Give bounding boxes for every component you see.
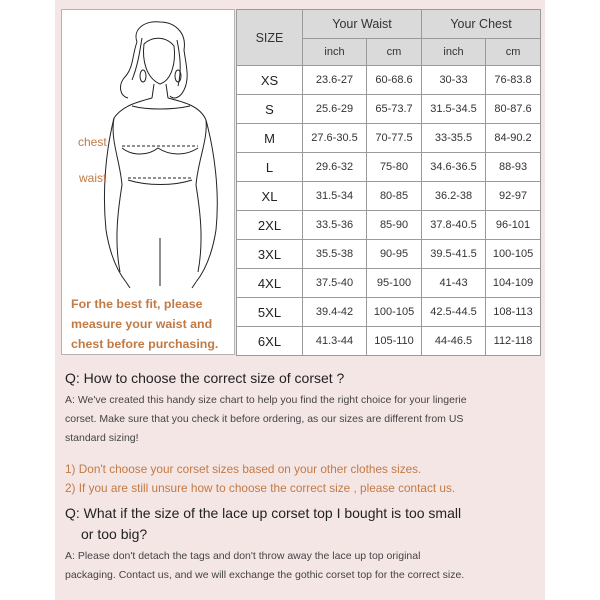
measurement-cell: 41.3-44: [303, 327, 367, 356]
question-line: or too big?: [81, 526, 148, 542]
measurement-cell: 37.8-40.5: [422, 211, 486, 240]
measurement-note: [71, 294, 236, 354]
unit-header: cm: [367, 39, 422, 66]
measurement-cell: 36.2-38: [422, 182, 486, 211]
waist-label: waist: [79, 171, 107, 185]
measurement-cell: 90-95: [367, 240, 422, 269]
answer-line: standard sizing!: [65, 432, 139, 444]
measurement-cell: 85-90: [367, 211, 422, 240]
tip-line: 1) Don't choose your corset sizes based on your other clothes sizes.: [65, 462, 422, 476]
chest-group-header: Your Chest: [422, 10, 541, 39]
measurement-cell: 84-90.2: [486, 124, 541, 153]
measurement-cell: 95-100: [367, 269, 422, 298]
measurement-cell: 92-97: [486, 182, 541, 211]
question-line: Q: What if the size of the lace up corset top I bought is too small: [65, 505, 462, 521]
size-cell: L: [237, 153, 303, 182]
measurement-cell: 76-83.8: [486, 66, 541, 95]
measurement-cell: 104-109: [486, 269, 541, 298]
size-table-body: [237, 66, 541, 356]
size-cell: S: [237, 95, 303, 124]
measurement-cell: 30-33: [422, 66, 486, 95]
size-cell: M: [237, 124, 303, 153]
size-row: [237, 182, 541, 211]
unit-header: inch: [303, 39, 367, 66]
measurement-cell: 33.5-36: [303, 211, 367, 240]
measurement-cell: 80-87.6: [486, 95, 541, 124]
size-row: [237, 240, 541, 269]
faq-question: Q: How to choose the correct size of corset ?: [65, 370, 345, 386]
size-row: [237, 95, 541, 124]
faq-answer: [65, 547, 535, 585]
measurement-cell: 33-35.5: [422, 124, 486, 153]
answer-line: corset. Make sure that you check it before ordering, as our sizes are different from US: [65, 413, 464, 425]
answer-line: A: We've created this handy size chart to help you find the right choice for your lingerie: [65, 394, 467, 406]
size-row: [237, 269, 541, 298]
measurement-cell: 23.6-27: [303, 66, 367, 95]
size-row: [237, 327, 541, 356]
measurement-cell: 60-68.6: [367, 66, 422, 95]
size-cell: XL: [237, 182, 303, 211]
measurement-cell: 88-93: [486, 153, 541, 182]
unit-header: inch: [422, 39, 486, 66]
note-line: For the best fit, please: [71, 297, 203, 311]
faq-tips: [65, 460, 535, 498]
measurement-cell: 34.6-36.5: [422, 153, 486, 182]
size-row: [237, 66, 541, 95]
size-cell: 3XL: [237, 240, 303, 269]
measurement-cell: 44-46.5: [422, 327, 486, 356]
size-row: [237, 211, 541, 240]
size-header: SIZE: [237, 10, 303, 66]
faq-answer: [65, 391, 535, 448]
waist-group-header: Your Waist: [303, 10, 422, 39]
note-line: chest before purchasing.: [71, 337, 219, 351]
measurement-cell: 112-118: [486, 327, 541, 356]
measurement-cell: 31.5-34: [303, 182, 367, 211]
measurement-cell: 39.4-42: [303, 298, 367, 327]
answer-line: A: Please don't detach the tags and don't throw away the lace up top original: [65, 550, 421, 562]
unit-header: cm: [486, 39, 541, 66]
size-cell: XS: [237, 66, 303, 95]
faq-question: [65, 503, 535, 545]
measurement-cell: 25.6-29: [303, 95, 367, 124]
measurement-cell: 100-105: [367, 298, 422, 327]
measurement-cell: 96-101: [486, 211, 541, 240]
note-line: measure your waist and: [71, 317, 213, 331]
measurement-cell: 29.6-32: [303, 153, 367, 182]
measurement-cell: 80-85: [367, 182, 422, 211]
measurement-cell: 100-105: [486, 240, 541, 269]
measurement-cell: 27.6-30.5: [303, 124, 367, 153]
size-chart-table: [236, 9, 541, 356]
chest-label: chest: [78, 135, 107, 149]
faq-section-2: [65, 503, 535, 585]
measurement-cell: 31.5-34.5: [422, 95, 486, 124]
size-cell: 2XL: [237, 211, 303, 240]
measurement-figure: [61, 9, 235, 355]
measurement-cell: 75-80: [367, 153, 422, 182]
measurement-cell: 41-43: [422, 269, 486, 298]
measurement-cell: 35.5-38: [303, 240, 367, 269]
size-row: [237, 153, 541, 182]
measurement-cell: 39.5-41.5: [422, 240, 486, 269]
measurement-cell: 108-113: [486, 298, 541, 327]
measurement-cell: 105-110: [367, 327, 422, 356]
answer-line: packaging. Contact us, and we will exchange the gothic corset top for the correct size.: [65, 569, 465, 581]
size-cell: 4XL: [237, 269, 303, 298]
measurement-cell: 42.5-44.5: [422, 298, 486, 327]
tip-line: 2) If you are still unsure how to choose the correct size , please contact us.: [65, 481, 456, 495]
size-cell: 5XL: [237, 298, 303, 327]
size-row: [237, 298, 541, 327]
measurement-cell: 65-73.7: [367, 95, 422, 124]
faq-section-1: [65, 370, 535, 498]
size-row: [237, 124, 541, 153]
size-cell: 6XL: [237, 327, 303, 356]
measurement-cell: 37.5-40: [303, 269, 367, 298]
measurement-cell: 70-77.5: [367, 124, 422, 153]
